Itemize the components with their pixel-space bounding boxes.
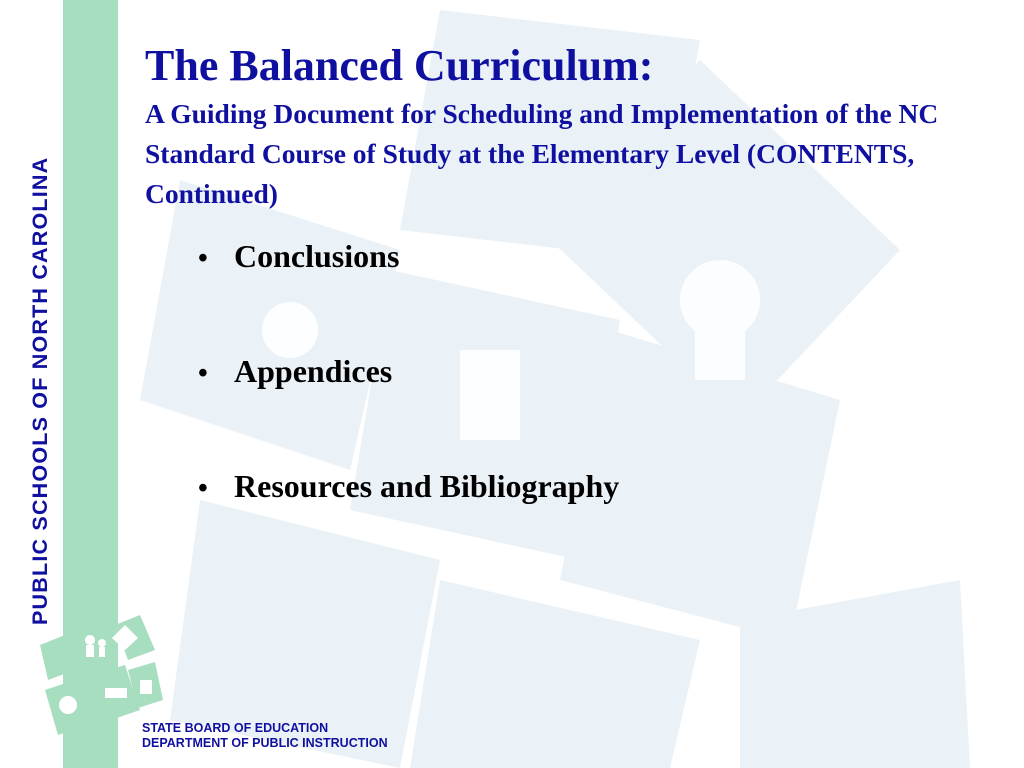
bullet-text: Appendices — [234, 353, 393, 389]
footer-line-board: STATE BOARD OF EDUCATION — [142, 721, 329, 735]
bullet-text: Conclusions — [234, 238, 400, 274]
slide-title: The Balanced Curriculum: — [145, 41, 654, 90]
title-block — [145, 38, 995, 214]
bullet-icon: • — [198, 243, 208, 274]
side-label: PUBLIC SCHOOLS OF NORTH CAROLINA — [28, 156, 52, 625]
bullet-icon: • — [198, 358, 208, 389]
footer — [142, 721, 388, 751]
slide-subtitle: A Guiding Document for Scheduling and Implementation of the NC Standard Course of Study at the Elementary Level (CONTENTS, Continued) — [145, 98, 939, 209]
list-item — [198, 232, 619, 347]
bullet-list — [198, 232, 619, 577]
footer-line-department: DEPARTMENT OF PUBLIC INSTRUCTION — [142, 736, 388, 750]
list-item — [198, 462, 619, 577]
bullet-icon: • — [198, 473, 208, 504]
list-item — [198, 347, 619, 462]
bullet-text: Resources and Bibliography — [234, 468, 620, 504]
